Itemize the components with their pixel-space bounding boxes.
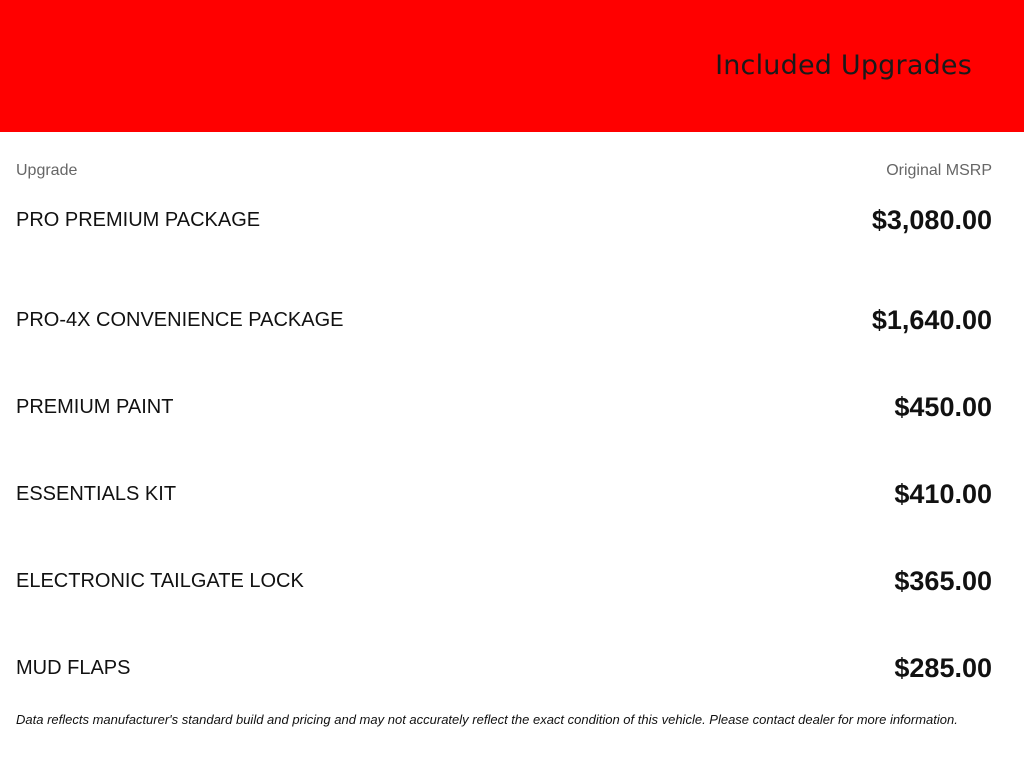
upgrade-price: $410.00 xyxy=(894,479,992,509)
upgrades-table xyxy=(0,156,1024,712)
table-row xyxy=(16,625,992,712)
upgrade-price: $1,640.00 xyxy=(871,305,992,335)
table-row xyxy=(16,190,992,250)
upgrade-name: PRO-4X CONVENIENCE PACKAGE xyxy=(16,309,344,331)
upgrade-name: MUD FLAPS xyxy=(16,657,131,679)
upgrade-name: PRO PREMIUM PACKAGE xyxy=(16,208,261,231)
column-header-msrp: Original MSRP xyxy=(886,162,992,179)
upgrade-name: ELECTRONIC TAILGATE LOCK xyxy=(16,570,304,592)
column-header-upgrade: Upgrade xyxy=(16,162,78,179)
table-row xyxy=(16,538,992,625)
upgrade-price: $3,080.00 xyxy=(871,204,992,235)
upgrade-price: $285.00 xyxy=(894,653,992,683)
table-row xyxy=(16,277,992,364)
table-body xyxy=(16,190,992,712)
upgrade-name: ESSENTIALS KIT xyxy=(16,483,177,505)
header-banner xyxy=(0,0,1024,132)
disclaimer-text: Data reflects manufacturer's standard build and pricing and may not accurately reflect the exact condition of this vehicle. Please contact dealer for more information. xyxy=(16,712,958,727)
upgrade-price: $365.00 xyxy=(894,566,992,596)
upgrade-price: $450.00 xyxy=(894,392,992,422)
upgrade-name: PREMIUM PAINT xyxy=(16,396,174,418)
table-row xyxy=(16,451,992,538)
page-title: Included Upgrades xyxy=(715,50,972,81)
table-row xyxy=(16,364,992,451)
table-header-row xyxy=(16,156,992,186)
